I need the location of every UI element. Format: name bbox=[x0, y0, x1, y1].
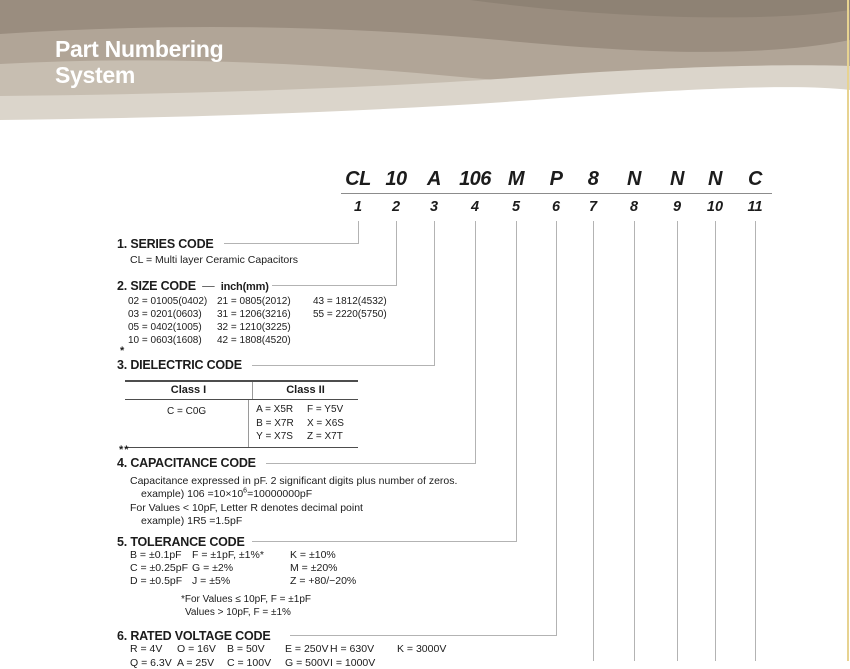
part-number-segment-9: N bbox=[670, 168, 684, 190]
connector-vline-8 bbox=[634, 221, 635, 661]
tolerance-entry: J = ±5% bbox=[192, 575, 231, 587]
example1-superscript: 6 bbox=[243, 487, 248, 495]
class2-cell: B = X7R bbox=[256, 417, 294, 429]
capacitance-line-2: For Values < 10pF, Letter R denotes decimal point bbox=[130, 502, 363, 514]
capacitance-line-1: Capacitance expressed in pF. 2 significant digits plus number of zeros. bbox=[130, 475, 458, 487]
voltage-entry: B = 50V bbox=[227, 643, 265, 655]
class2-row bbox=[256, 403, 358, 417]
tolerance-entry: Z = +80/−20% bbox=[290, 575, 357, 587]
class2-cell: A = X5R bbox=[256, 404, 294, 415]
position-digit-6: 6 bbox=[551, 199, 561, 215]
tolerance-column-3 bbox=[290, 549, 356, 588]
tolerance-entry: B = ±0.1pF bbox=[130, 549, 182, 561]
connector-hline-4 bbox=[266, 463, 475, 464]
class2-row bbox=[256, 417, 358, 431]
connector-vline-7 bbox=[593, 221, 594, 661]
example1-pre: example) 106 =10×10 bbox=[141, 488, 244, 500]
tolerance-footnote-1: *For Values ≤ 10pF, F = ±1pF bbox=[181, 594, 312, 605]
position-digit-8: 8 bbox=[629, 199, 639, 215]
position-digit-4: 4 bbox=[470, 199, 480, 215]
voltage-entry: H = 630V bbox=[330, 643, 375, 655]
capacitance-example-2: example) 1R5 =1.5pF bbox=[141, 515, 243, 527]
right-accent-line bbox=[847, 0, 849, 661]
size-code-entry: 42 = 1808(4520) bbox=[217, 335, 291, 346]
position-digit-1: 1 bbox=[353, 199, 363, 215]
part-number-segment-10: N bbox=[708, 168, 722, 190]
tolerance-entry: D = ±0.5pF bbox=[130, 575, 183, 587]
position-digit-11: 11 bbox=[747, 199, 763, 215]
capacitance-footnote-marker: ** bbox=[119, 444, 130, 456]
size-code-entry: 02 = 01005(0402) bbox=[128, 296, 208, 307]
position-digit-10: 10 bbox=[706, 199, 724, 215]
section-capacitance-number: 4. bbox=[117, 456, 128, 470]
connector-vline-4 bbox=[475, 221, 476, 464]
part-number-segment-1: CL bbox=[345, 168, 371, 190]
class2-cell: X = X6S bbox=[306, 417, 344, 429]
connector-hline-1 bbox=[224, 243, 358, 244]
voltage-entry: K = 3000V bbox=[397, 643, 447, 655]
section-series-number: 1. bbox=[117, 237, 128, 251]
section-voltage-title bbox=[117, 629, 270, 643]
connector-vline-10 bbox=[715, 221, 716, 661]
size-title-dash: — bbox=[202, 279, 215, 293]
part-number-segment-5: M bbox=[507, 168, 525, 190]
voltage-entry: G = 500V bbox=[285, 657, 330, 669]
voltage-entry: E = 250V bbox=[285, 643, 329, 655]
voltage-entry: R = 4V bbox=[130, 643, 163, 655]
size-unit-label: inch(mm) bbox=[220, 281, 269, 293]
section-size-heading: SIZE CODE bbox=[130, 279, 196, 293]
part-number-segment-2: 10 bbox=[385, 168, 407, 190]
class1-header: Class I bbox=[125, 382, 253, 399]
tolerance-column-1 bbox=[130, 549, 188, 588]
tolerance-entry: K = ±10% bbox=[290, 549, 336, 561]
section-dielectric-number: 3. bbox=[117, 358, 128, 372]
connector-vline-6 bbox=[556, 221, 557, 636]
section-tolerance-number: 5. bbox=[117, 535, 128, 549]
size-code-column-2 bbox=[217, 295, 291, 347]
dielectric-table bbox=[125, 380, 358, 448]
connector-vline-5 bbox=[516, 221, 517, 542]
position-digit-5: 5 bbox=[511, 199, 521, 215]
size-code-entry: 55 = 2220(5750) bbox=[313, 309, 387, 320]
tolerance-entry: M = ±20% bbox=[290, 562, 338, 574]
class1-value: C = C0G bbox=[125, 400, 249, 447]
dielectric-table-header bbox=[125, 382, 358, 400]
part-number-segment-8: N bbox=[627, 168, 641, 190]
part-number-segment-4: 106 bbox=[459, 168, 491, 190]
class2-header: Class II bbox=[286, 384, 325, 396]
connector-hline-5 bbox=[252, 541, 516, 542]
position-digit-3: 3 bbox=[429, 199, 439, 215]
part-number-segment-11: C bbox=[748, 168, 762, 190]
section-tolerance-heading: TOLERANCE CODE bbox=[130, 535, 245, 549]
size-code-entry: 10 = 0603(1608) bbox=[128, 335, 202, 346]
connector-vline-11 bbox=[755, 221, 756, 661]
voltage-entry: O = 16V bbox=[177, 643, 216, 655]
page-title bbox=[55, 36, 223, 88]
size-code-entry: 03 = 0201(0603) bbox=[128, 309, 202, 320]
connector-hline-3 bbox=[252, 365, 434, 366]
page-title-line2: System bbox=[55, 62, 136, 88]
section-size-title bbox=[117, 279, 269, 293]
section-tolerance-title bbox=[117, 535, 245, 549]
section-dielectric-heading: DIELECTRIC CODE bbox=[130, 358, 242, 372]
class2-row bbox=[256, 430, 358, 444]
voltage-entry: A = 25V bbox=[177, 657, 215, 669]
position-digit-9: 9 bbox=[672, 199, 682, 215]
example1-post: =10000000pF bbox=[247, 488, 313, 500]
connector-vline-2 bbox=[396, 221, 397, 286]
section-capacitance-heading: CAPACITANCE CODE bbox=[130, 456, 256, 470]
size-code-entry: 31 = 1206(3216) bbox=[217, 309, 291, 320]
part-number-segment-7: 8 bbox=[587, 168, 599, 190]
voltage-entry: I = 1000V bbox=[330, 657, 376, 669]
tolerance-entry: C = ±0.25pF bbox=[130, 562, 189, 574]
tolerance-footnote-2: Values > 10pF, F = ±1% bbox=[185, 607, 291, 618]
dielectric-footnote-marker: * bbox=[120, 345, 126, 357]
section-voltage-number: 6. bbox=[117, 629, 128, 643]
connector-vline-3 bbox=[434, 221, 435, 366]
section-voltage-heading: RATED VOLTAGE CODE bbox=[130, 629, 271, 643]
connector-hline-2 bbox=[272, 285, 396, 286]
voltage-entry: Q = 6.3V bbox=[130, 657, 172, 669]
size-code-entry: 05 = 0402(1005) bbox=[128, 322, 202, 333]
part-number-segment-3: A bbox=[427, 168, 441, 190]
class2-cell: Y = X7S bbox=[256, 431, 293, 442]
connector-hline-6 bbox=[290, 635, 556, 636]
series-description: CL = Multi layer Ceramic Capacitors bbox=[130, 254, 298, 266]
section-size-number: 2. bbox=[117, 279, 128, 293]
size-code-entry: 21 = 0805(2012) bbox=[217, 296, 291, 307]
page-title-line1: Part Numbering bbox=[55, 36, 224, 62]
tolerance-column-2 bbox=[192, 549, 264, 588]
section-capacitance-title bbox=[117, 456, 256, 470]
part-number-segment-6: P bbox=[549, 168, 563, 190]
size-code-entry: 32 = 1210(3225) bbox=[217, 322, 291, 333]
size-code-entry: 43 = 1812(4532) bbox=[313, 296, 387, 307]
tolerance-entry: F = ±1pF, ±1%* bbox=[192, 549, 264, 561]
part-number-underline bbox=[341, 193, 772, 194]
section-dielectric-title bbox=[117, 358, 242, 372]
position-digit-7: 7 bbox=[588, 199, 598, 215]
class2-cell: Z = X7T bbox=[306, 431, 343, 442]
class2-values bbox=[249, 400, 358, 447]
tolerance-entry: G = ±2% bbox=[192, 562, 234, 574]
size-code-column-3 bbox=[313, 295, 387, 321]
size-code-column-1 bbox=[128, 295, 207, 347]
connector-vline-1 bbox=[358, 221, 359, 244]
class2-cell: F = Y5V bbox=[306, 404, 344, 415]
section-series-heading: SERIES CODE bbox=[130, 237, 214, 251]
dielectric-table-body bbox=[125, 400, 358, 447]
position-digit-2: 2 bbox=[391, 199, 401, 215]
section-series-title bbox=[117, 237, 214, 251]
connector-vline-9 bbox=[677, 221, 678, 661]
voltage-entry: C = 100V bbox=[227, 657, 272, 669]
capacitance-example-1 bbox=[141, 488, 312, 500]
